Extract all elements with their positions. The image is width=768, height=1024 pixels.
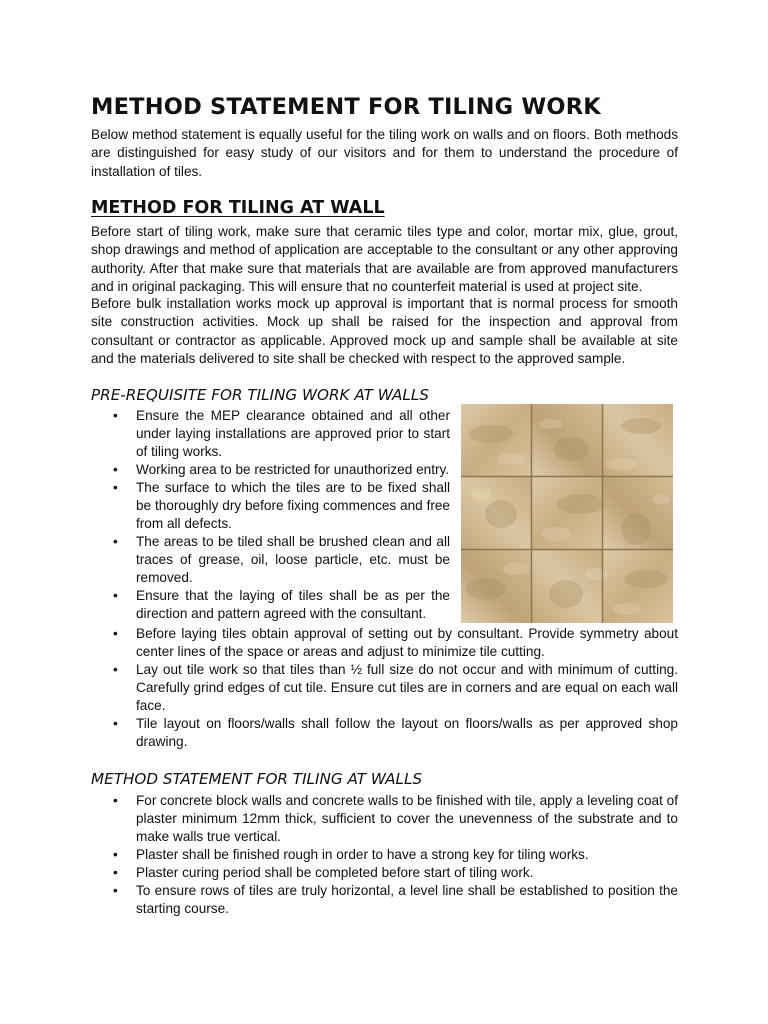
list-item: • Lay out tile work so that tiles than ½ full size do not occur and with minimum of cutting. Carefully grind edges of cut tile. Ensure cut tiles are in corners and are equal on each wall face.	[111, 661, 678, 715]
list-item: • For concrete block walls and concrete walls to be finished with tile, apply a leveling coat of plaster minimum 12mm thick, sufficient to cover the unevenness of the substrate and to make walls true vertical.	[111, 792, 678, 846]
method-heading: METHOD STATEMENT FOR TILING AT WALLS	[91, 770, 423, 788]
wall-paragraph-1: Before start of tiling work, make sure that ceramic tiles type and color, mortar mix, glue, grout, shop drawings and method of application are acceptable to the consultant or any other approving authority. After that make sure that materials that are available are from approved manufacturers and in original packaging. This will ensure that no counterfeit material is used at project site.	[91, 224, 678, 294]
prerequisite-heading: PRE-REQUISITE FOR TILING WORK AT WALLS	[91, 386, 429, 404]
list-item: • Plaster shall be finished rough in order to have a strong key for tiling works.	[111, 846, 678, 864]
list-item: • Tile layout on floors/walls shall follow the layout on floors/walls as per approved shop drawing.	[111, 715, 678, 751]
prerequisite-list-wrapped	[111, 407, 450, 623]
wall-paragraph-2: Before bulk installation works mock up approval is important that is normal process for smooth site construction activities. Mock up shall be raised for the inspection and approval from consultant or contractor as applicable. Approved mock up and sample shall be available at site and the materials delivered to site shall be checked with respect to the approved sample.	[91, 296, 678, 366]
method-list	[111, 792, 678, 918]
list-item: • Working area to be restricted for unauthorized entry.	[111, 461, 450, 479]
list-item: • Ensure that the laying of tiles shall be as per the direction and pattern agreed with the consultant.	[111, 587, 450, 623]
list-item: • To ensure rows of tiles are truly horizontal, a level line shall be established to position the starting course.	[111, 882, 678, 918]
list-item: • Before laying tiles obtain approval of setting out by consultant. Provide symmetry about center lines of the space or areas and adjust to minimize tile cutting.	[111, 625, 678, 661]
intro-paragraph: Below method statement is equally useful for the tiling work on walls and on floors. Both methods are distinguished for easy study of our visitors and for them to understand the procedure of installation of tiles.	[91, 127, 678, 179]
list-item: • Plaster curing period shall be completed before start of tiling work.	[111, 864, 678, 882]
list-item: • The surface to which the tiles are to be fixed shall be thoroughly dry before fixing commences and free from all defects.	[111, 479, 450, 533]
prerequisite-list-full	[111, 625, 678, 751]
list-item: • The areas to be tiled shall be brushed clean and all traces of grease, oil, loose particle, etc. must be removed.	[111, 533, 450, 587]
list-item: • Ensure the MEP clearance obtained and all other under laying installations are approved prior to start of tiling works.	[111, 407, 450, 461]
tile-grid-illustration	[461, 404, 673, 623]
tile-wall-image	[461, 404, 673, 623]
document-title: METHOD STATEMENT FOR TILING WORK	[91, 94, 601, 120]
wall-section-heading: METHOD FOR TILING AT WALL	[91, 198, 385, 218]
